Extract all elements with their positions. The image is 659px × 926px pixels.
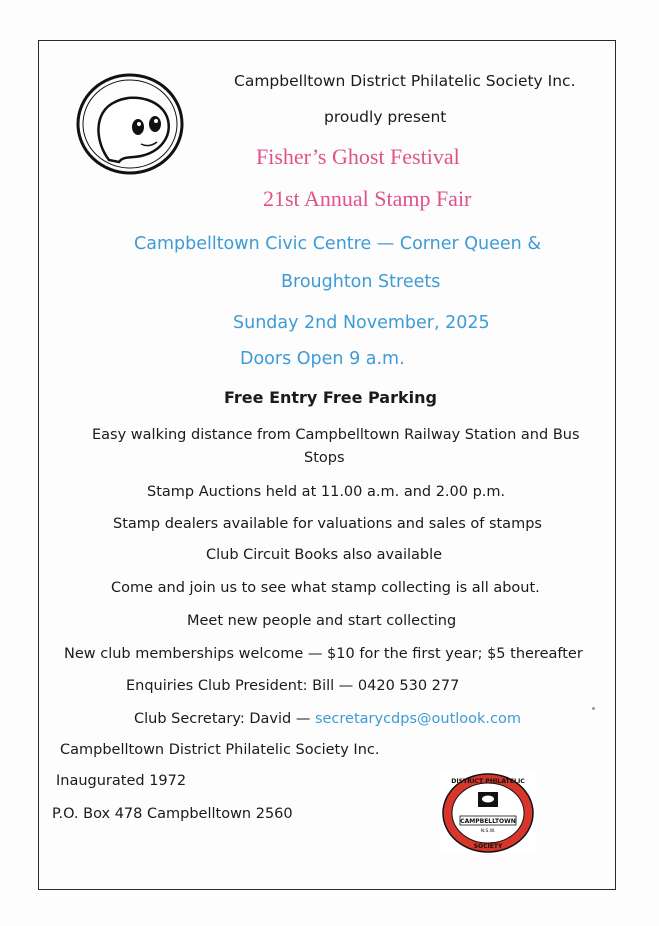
seal-top-text: DISTRICT PHILATELIC bbox=[451, 778, 525, 785]
seal-town-text: CAMPBELLTOWN bbox=[460, 818, 516, 825]
seal-state-text: N.S.W. bbox=[480, 829, 496, 834]
walking-line-2: Stops bbox=[304, 450, 345, 466]
inaugurated-year: Inaugurated 1972 bbox=[56, 773, 187, 789]
seal-bottom-text: SOCIETY bbox=[473, 843, 503, 850]
ghost-logo bbox=[75, 72, 185, 176]
circuit-books-info: Club Circuit Books also available bbox=[206, 547, 443, 563]
join-invitation: Come and join us to see what stamp collecting is all about. bbox=[111, 580, 540, 596]
enquiries-info: Enquiries Club President: Bill — 0420 530 277 bbox=[126, 678, 460, 694]
walking-line-1: Easy walking distance from Campbelltown Railway Station and Bus bbox=[92, 427, 580, 443]
doors-open: Doors Open 9 a.m. bbox=[240, 349, 405, 369]
memberships-info: New club memberships welcome — $10 for the first year; $5 thereafter bbox=[64, 646, 583, 662]
proudly-present: proudly present bbox=[324, 108, 447, 126]
auctions-info: Stamp Auctions held at 11.00 a.m. and 2.00 p.m. bbox=[147, 484, 506, 500]
society-seal-logo bbox=[440, 772, 536, 854]
footer-organisation: Campbelltown District Philatelic Society Inc. bbox=[60, 742, 380, 758]
secretary-label: Club Secretary: David — bbox=[134, 711, 315, 727]
event-title: 21st Annual Stamp Fair bbox=[263, 186, 472, 211]
secretary-email-link[interactable]: secretarycdps@outlook.com bbox=[314, 711, 522, 727]
festival-title: Fisher’s Ghost Festival bbox=[256, 144, 460, 169]
scan-speck bbox=[592, 707, 595, 710]
venue-line-2: Broughton Streets bbox=[281, 272, 441, 292]
event-date: Sunday 2nd November, 2025 bbox=[233, 313, 490, 333]
venue-line-1: Campbelltown Civic Centre — Corner Queen & bbox=[134, 234, 541, 254]
secretary-info bbox=[134, 710, 521, 728]
organisation-name: Campbelltown District Philatelic Society Inc. bbox=[234, 72, 576, 90]
dealers-info: Stamp dealers available for valuations and sales of stamps bbox=[113, 516, 542, 532]
po-box-address: P.O. Box 478 Campbelltown 2560 bbox=[52, 806, 293, 822]
meet-people: Meet new people and start collecting bbox=[187, 613, 457, 629]
free-entry-parking: Free Entry Free Parking bbox=[224, 388, 437, 407]
